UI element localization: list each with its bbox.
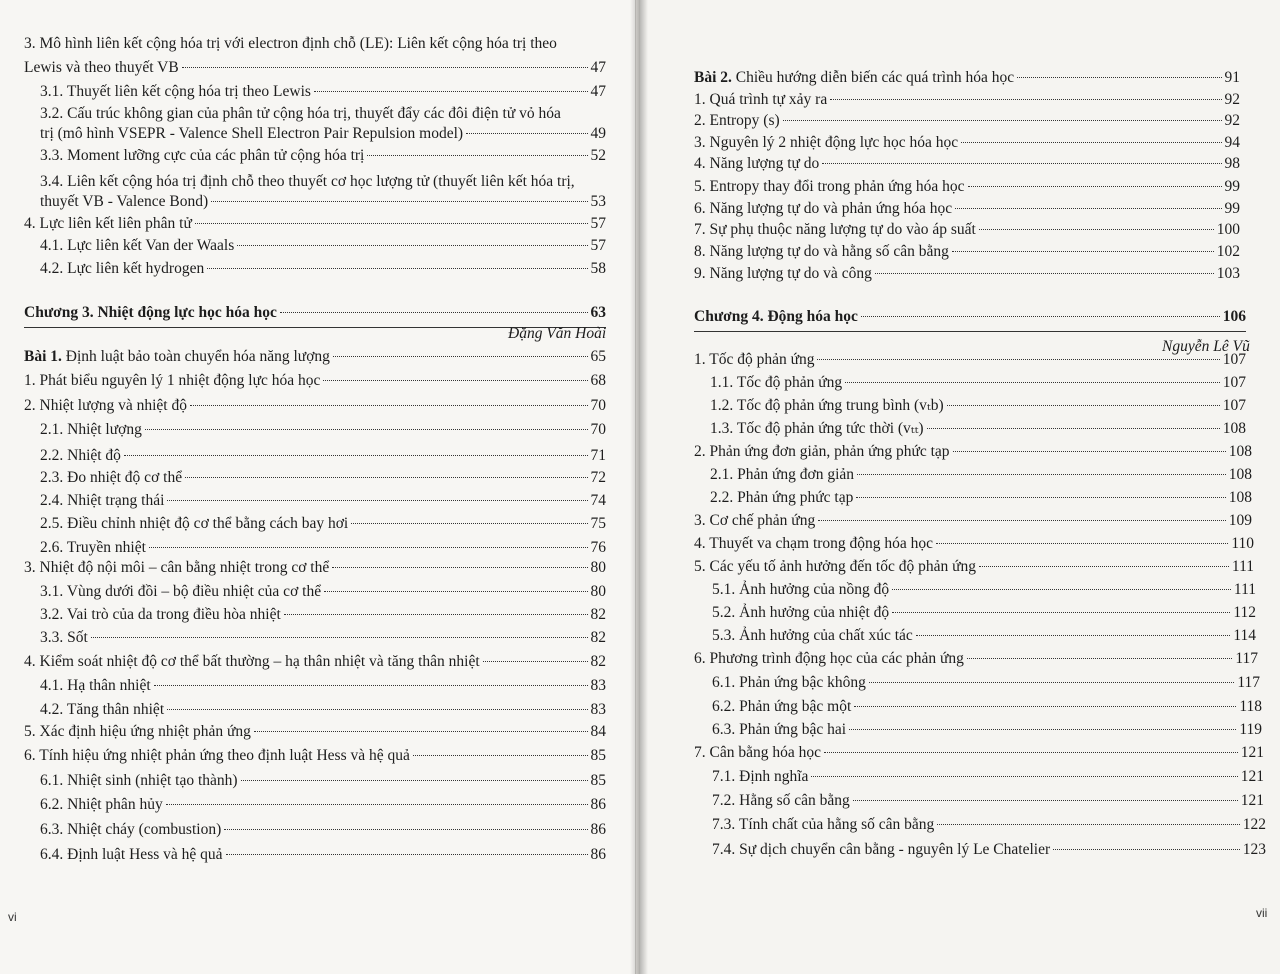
page-ref: 84 xyxy=(590,723,606,740)
left-toc-entry[interactable] xyxy=(24,558,606,578)
dot-leader xyxy=(182,67,588,68)
dot-leader xyxy=(124,455,588,456)
left-toc-entry[interactable] xyxy=(24,746,606,766)
entry-title-line2: thuyết VB - Valence Bond) xyxy=(40,193,209,210)
page-ref: 103 xyxy=(1216,265,1240,282)
dot-leader xyxy=(167,709,587,710)
left-toc-entry[interactable] xyxy=(24,347,606,367)
entry-title-line1: 3. Mô hình liên kết cộng hóa trị với electron định chỗ (LE): Liên kết cộng hóa trị theo xyxy=(24,35,557,52)
dot-leader xyxy=(822,163,1221,164)
entry-title: 7. Sự phụ thuộc năng lượng tự do vào áp suất xyxy=(694,221,976,238)
entry-title: 4.2. Lực liên kết hydrogen xyxy=(40,260,205,277)
page-ref: 121 xyxy=(1240,744,1264,761)
dot-leader xyxy=(856,497,1225,498)
dot-leader xyxy=(824,752,1238,753)
dot-leader xyxy=(953,451,1226,452)
entry-title-line2: Lewis và theo thuyết VB xyxy=(24,59,179,76)
left-toc-entry[interactable] xyxy=(24,214,606,234)
dot-leader xyxy=(937,824,1240,825)
page-ref: 108 xyxy=(1228,489,1252,506)
page-ref: 70 xyxy=(590,421,606,438)
left-toc-entry[interactable] xyxy=(24,371,606,391)
dot-leader xyxy=(226,854,588,855)
right-toc-entry[interactable] xyxy=(694,133,1240,153)
right-toc-entry[interactable] xyxy=(694,534,1254,554)
dot-leader xyxy=(241,780,588,781)
dot-leader xyxy=(314,91,588,92)
page-ref: 72 xyxy=(590,469,606,486)
entry-title: 7.4. Sự dịch chuyển cân bằng - nguyên lý Le Chatelier xyxy=(712,841,1051,858)
entry-title: 1. Tốc độ phản ứng xyxy=(694,351,815,368)
page-ref: 107 xyxy=(1222,397,1246,414)
left-toc-entry[interactable] xyxy=(40,192,606,212)
book-gutter xyxy=(630,0,648,974)
page-ref: 122 xyxy=(1242,816,1266,833)
page-ref: 100 xyxy=(1216,221,1240,238)
entry-title: Bài 1. Định luật bảo toàn chuyển hóa năng lượng xyxy=(24,348,330,365)
entry-title: 6.2. Nhiệt phân hủy xyxy=(40,796,163,813)
dot-leader xyxy=(845,382,1220,383)
entry-title-line1: 3.4. Liên kết cộng hóa trị định chỗ theo thuyết cơ học lượng tử (thuyết liên kết hóa trị, xyxy=(40,173,575,190)
page-ref: 47 xyxy=(590,83,606,100)
dot-leader xyxy=(466,133,587,134)
entry-title: 3. Nhiệt độ nội môi – cân bằng nhiệt trong cơ thể xyxy=(24,559,330,576)
entry-title: 6.1. Phản ứng bậc không xyxy=(712,674,866,691)
page-ref: 91 xyxy=(1224,69,1240,86)
page-ref: 117 xyxy=(1237,674,1260,691)
entry-title: 5.3. Ảnh hưởng của chất xúc tác xyxy=(712,627,913,644)
page-ref: 83 xyxy=(590,677,606,694)
entry-title: 7.2. Hằng số cân bằng xyxy=(712,792,850,809)
page-ref: 47 xyxy=(590,59,606,76)
dot-leader xyxy=(875,273,1214,274)
dot-leader xyxy=(145,429,588,430)
page-ref: 107 xyxy=(1222,351,1246,368)
page-ref: 68 xyxy=(590,372,606,389)
entry-title: 5. Xác định hiệu ứng nhiệt phản ứng xyxy=(24,723,251,740)
entry-title: 2.1. Phản ứng đơn giản xyxy=(710,466,855,483)
entry-title: 6.3. Phản ứng bậc hai xyxy=(712,721,847,738)
dot-leader xyxy=(284,614,588,615)
page-ref: 53 xyxy=(590,193,606,210)
right-toc-entry[interactable] xyxy=(694,68,1240,88)
left-toc-entry[interactable] xyxy=(40,628,606,648)
left-toc-entry[interactable] xyxy=(40,146,606,166)
entry-title: 2.3. Đo nhiệt độ cơ thể xyxy=(40,469,183,486)
right-toc-entry[interactable] xyxy=(694,199,1240,219)
entry-title: 4.1. Lực liên kết Van der Waals xyxy=(40,237,235,254)
right-toc-entry[interactable] xyxy=(694,242,1240,262)
page-ref: 121 xyxy=(1240,768,1264,785)
entry-title: 5.1. Ảnh hưởng của nồng độ xyxy=(712,581,890,598)
left-toc-entry[interactable] xyxy=(40,491,606,511)
entry-title: 4.2. Tăng thân nhiệt xyxy=(40,701,165,718)
page-ref: 82 xyxy=(590,606,606,623)
page-ref: 119 xyxy=(1239,721,1262,738)
dot-leader xyxy=(280,312,588,313)
left-toc-entry[interactable] xyxy=(40,124,606,144)
right-toc-entry[interactable] xyxy=(694,177,1240,197)
right-toc-entry[interactable] xyxy=(712,626,1256,646)
entry-title: 3. Cơ chế phản ứng xyxy=(694,512,816,529)
dot-leader xyxy=(811,776,1237,777)
page-ref: 86 xyxy=(590,846,606,863)
page-ref: 58 xyxy=(590,260,606,277)
page-ref: 52 xyxy=(590,147,606,164)
page-ref: 75 xyxy=(590,515,606,532)
right-toc-entry[interactable] xyxy=(710,419,1246,439)
entry-title: 4. Lực liên kết liên phân tử xyxy=(24,215,192,232)
dot-leader xyxy=(927,428,1220,429)
entry-title: 6.2. Phản ứng bậc một xyxy=(712,698,852,715)
dot-leader xyxy=(830,99,1221,100)
dot-leader xyxy=(783,120,1222,121)
entry-title: 5. Các yếu tố ảnh hưởng đến tốc độ phản ứng xyxy=(694,558,976,575)
page-ref: 86 xyxy=(590,821,606,838)
left-toc-entry[interactable] xyxy=(40,605,606,625)
page-ref: 82 xyxy=(590,653,606,670)
page-ref: 82 xyxy=(590,629,606,646)
page-ref: 74 xyxy=(590,492,606,509)
page-ref: 65 xyxy=(590,348,606,365)
right-toc-entry[interactable] xyxy=(694,649,1258,669)
dot-leader xyxy=(333,356,588,357)
dot-leader xyxy=(237,245,587,246)
entry-title: 6.4. Định luật Hess và hệ quả xyxy=(40,846,223,863)
entry-title: 7.3. Tính chất của hằng số cân bằng xyxy=(712,816,935,833)
page-ref: 92 xyxy=(1224,112,1240,129)
page-ref: 94 xyxy=(1224,134,1240,151)
dot-leader xyxy=(166,804,588,805)
right-toc-entry[interactable] xyxy=(710,465,1252,485)
dot-leader xyxy=(861,316,1220,317)
page-ref: 99 xyxy=(1224,178,1240,195)
entry-title: 7. Cân bằng hóa học xyxy=(694,744,821,761)
dot-leader xyxy=(967,658,1232,659)
page-ref: 76 xyxy=(590,539,606,556)
dot-leader xyxy=(853,800,1238,801)
left-toc-entry[interactable] xyxy=(40,259,606,279)
left-toc-entry[interactable] xyxy=(40,420,606,440)
right-toc-entry[interactable] xyxy=(712,840,1266,860)
right-toc-entry[interactable] xyxy=(710,488,1252,508)
dot-leader xyxy=(332,567,587,568)
page-ref: 57 xyxy=(590,215,606,232)
page-ref: 114 xyxy=(1233,627,1256,644)
entry-title: 6. Năng lượng tự do và phản ứng hóa học xyxy=(694,200,953,217)
left-toc-entry[interactable] xyxy=(24,722,606,742)
dot-leader xyxy=(211,201,587,202)
entry-title: 2.4. Nhiệt trạng thái xyxy=(40,492,165,509)
page-ref: 57 xyxy=(590,237,606,254)
dot-leader xyxy=(324,591,587,592)
right-toc-entry[interactable] xyxy=(694,557,1254,577)
right-toc-entry[interactable] xyxy=(694,264,1240,284)
entry-title: 4. Năng lượng tự do xyxy=(694,155,820,172)
right-page-number: vii xyxy=(1256,906,1268,920)
dot-leader xyxy=(818,520,1226,521)
right-toc-entry[interactable] xyxy=(694,154,1240,174)
dot-leader xyxy=(849,729,1236,730)
entry-title: 2.5. Điều chỉnh nhiệt độ cơ thể bằng cách bay hơi xyxy=(40,515,349,532)
right-toc-entry[interactable] xyxy=(710,396,1246,416)
page-ref: 121 xyxy=(1240,792,1264,809)
right-toc-entry[interactable] xyxy=(694,743,1264,763)
left-toc-entry[interactable] xyxy=(24,652,606,672)
page-ref: 109 xyxy=(1228,512,1252,529)
left-toc-entry[interactable] xyxy=(40,236,606,256)
entry-title: 6. Phương trình động học của các phản ứng xyxy=(694,650,964,667)
dot-leader xyxy=(892,612,1230,613)
left-toc-entry[interactable] xyxy=(40,700,606,720)
dot-leader xyxy=(952,251,1214,252)
right-toc-entry[interactable] xyxy=(712,720,1262,740)
right-toc-entry[interactable] xyxy=(694,90,1240,110)
dot-leader xyxy=(149,547,588,548)
page-ref: 111 xyxy=(1233,581,1256,598)
dot-leader xyxy=(154,685,588,686)
dot-leader xyxy=(207,268,587,269)
dot-leader xyxy=(955,208,1221,209)
left-toc-entry[interactable] xyxy=(24,303,606,323)
left-page-number: vi xyxy=(8,910,17,924)
right-toc-entry[interactable] xyxy=(710,373,1246,393)
dot-leader xyxy=(979,229,1214,230)
left-toc-entry[interactable] xyxy=(40,514,606,534)
page-ref: 85 xyxy=(590,747,606,764)
entry-title: 6.3. Nhiệt cháy (combustion) xyxy=(40,821,222,838)
right-toc-entry[interactable] xyxy=(712,815,1266,835)
right-toc-entry[interactable] xyxy=(712,673,1260,693)
entry-title: 1.2. Tốc độ phản ứng trung bình (vₜb) xyxy=(710,397,944,414)
entry-title: 1. Phát biểu nguyên lý 1 nhiệt động lực hóa học xyxy=(24,372,321,389)
entry-title: 3.2. Vai trò của da trong điều hòa nhiệt xyxy=(40,606,281,623)
entry-title: 2.2. Nhiệt độ xyxy=(40,447,121,464)
page-ref: 83 xyxy=(590,701,606,718)
page-ref: 107 xyxy=(1222,374,1246,391)
page-ref: 49 xyxy=(590,125,606,142)
entry-title: 3. Nguyên lý 2 nhiệt động lực học hóa học xyxy=(694,134,959,151)
right-toc-entry[interactable] xyxy=(712,603,1256,623)
dot-leader xyxy=(854,706,1236,707)
page-ref: 71 xyxy=(590,447,606,464)
page-ref: 106 xyxy=(1222,308,1246,325)
entry-title: 6.1. Nhiệt sinh (nhiệt tạo thành) xyxy=(40,772,238,789)
entry-title: Chương 3. Nhiệt động lực học hóa học xyxy=(24,304,277,321)
dot-leader xyxy=(351,523,587,524)
page-ref: 80 xyxy=(590,583,606,600)
left-toc-entry[interactable] xyxy=(40,468,606,488)
right-toc-entry[interactable] xyxy=(694,442,1252,462)
entry-title: 2. Entropy (s) xyxy=(694,112,780,129)
entry-title: 4.1. Hạ thân nhiệt xyxy=(40,677,151,694)
page-ref: 108 xyxy=(1228,466,1252,483)
entry-title: 5.2. Ảnh hưởng của nhiệt độ xyxy=(712,604,890,621)
page-ref: 117 xyxy=(1235,650,1258,667)
entry-title: 2.2. Phản ứng phức tạp xyxy=(710,489,854,506)
left-toc-entry[interactable] xyxy=(24,58,606,78)
dot-leader xyxy=(817,359,1219,360)
right-toc-entry[interactable] xyxy=(694,220,1240,240)
dot-leader xyxy=(968,186,1222,187)
dot-leader xyxy=(1017,77,1221,78)
dot-leader xyxy=(936,543,1228,544)
dot-leader xyxy=(190,405,588,406)
entry-title: 2.6. Truyền nhiệt xyxy=(40,539,146,556)
entry-title-line2: trị (mô hình VSEPR - Valence Shell Electron Pair Repulsion model) xyxy=(40,125,464,142)
entry-title: 2.1. Nhiệt lượng xyxy=(40,421,142,438)
dot-leader xyxy=(195,223,588,224)
left-toc-entry[interactable] xyxy=(40,538,606,558)
page-ref: 111 xyxy=(1231,558,1254,575)
right-toc-entry[interactable] xyxy=(712,697,1262,717)
page-ref: 98 xyxy=(1224,155,1240,172)
entry-title: Bài 2. Chiều hướng diễn biến các quá trình hóa học xyxy=(694,69,1015,86)
page-ref: 118 xyxy=(1239,698,1262,715)
dot-leader xyxy=(483,661,588,662)
right-toc-entry[interactable] xyxy=(694,511,1252,531)
entry-title: 3.1. Thuyết liên kết cộng hóa trị theo Lewis xyxy=(40,83,311,100)
left-toc-entry[interactable] xyxy=(40,820,606,840)
page-ref: 92 xyxy=(1224,91,1240,108)
entry-title: 5. Entropy thay đổi trong phản ứng hóa học xyxy=(694,178,965,195)
entry-title: 1.3. Tốc độ phản ứng tức thời (vₜₜ) xyxy=(710,420,924,437)
dot-leader xyxy=(869,682,1234,683)
page-ref: 85 xyxy=(590,772,606,789)
page-ref: 112 xyxy=(1233,604,1256,621)
dot-leader xyxy=(857,474,1226,475)
right-toc-entry[interactable] xyxy=(694,307,1246,327)
page-ref: 86 xyxy=(590,796,606,813)
left-toc-entry[interactable] xyxy=(40,845,606,865)
entry-title: 4. Kiểm soát nhiệt độ cơ thể bất thường – hạ thân nhiệt và tăng thân nhiệt xyxy=(24,653,480,670)
entry-title: Chương 4. Động hóa học xyxy=(694,308,858,325)
entry-title: 9. Năng lượng tự do và công xyxy=(694,265,872,282)
dot-leader xyxy=(947,405,1220,406)
dot-leader xyxy=(185,477,587,478)
page-ref: 102 xyxy=(1216,243,1240,260)
entry-title: 1.1. Tốc độ phản ứng xyxy=(710,374,843,391)
left-toc-entry[interactable] xyxy=(40,446,606,466)
entry-title: 4. Thuyết va chạm trong động hóa học xyxy=(694,535,934,552)
dot-leader xyxy=(1053,849,1240,850)
page-ref: 108 xyxy=(1222,420,1246,437)
entry-title: 2. Nhiệt lượng và nhiệt độ xyxy=(24,397,187,414)
dot-leader xyxy=(167,500,587,501)
entry-title: 6. Tính hiệu ứng nhiệt phản ứng theo định luật Hess và hệ quả xyxy=(24,747,410,764)
dot-leader xyxy=(916,635,1231,636)
left-toc-entry[interactable] xyxy=(40,795,606,815)
chapter-3-author: Đặng Văn Hoài xyxy=(508,325,607,342)
left-toc-entry[interactable] xyxy=(40,582,606,602)
dot-leader xyxy=(323,380,587,381)
dot-leader xyxy=(979,566,1229,567)
left-toc-entry[interactable] xyxy=(40,82,606,102)
page-ref: 99 xyxy=(1224,200,1240,217)
entry-title-line1: 3.2. Cấu trúc không gian của phân tử cộng hóa trị, thuyết đẩy các đôi điện tử vỏ hóa xyxy=(40,105,561,122)
chapter-rule xyxy=(694,331,1246,332)
entry-title: 7.1. Định nghĩa xyxy=(712,768,809,785)
dot-leader xyxy=(224,829,587,830)
dot-leader xyxy=(254,731,588,732)
entry-title: 8. Năng lượng tự do và hằng số cân bằng xyxy=(694,243,949,260)
page-ref: 110 xyxy=(1231,535,1254,552)
entry-title: 2. Phản ứng đơn giản, phản ứng phức tạp xyxy=(694,443,950,460)
entry-title: 3.1. Vùng dưới đồi – bộ điều nhiệt của cơ thể xyxy=(40,583,322,600)
entry-title: 3.3. Moment lưỡng cực của các phân tử cộng hóa trị xyxy=(40,147,365,164)
dot-leader xyxy=(961,142,1221,143)
page-ref: 70 xyxy=(590,397,606,414)
page-ref: 108 xyxy=(1228,443,1252,460)
page-ref: 123 xyxy=(1242,841,1266,858)
dot-leader xyxy=(892,589,1231,590)
dot-leader xyxy=(91,637,588,638)
right-toc-entry[interactable] xyxy=(694,111,1240,131)
lesson-label: Bài 1. xyxy=(24,348,62,365)
right-toc-entry[interactable] xyxy=(712,580,1256,600)
entry-title: 1. Quá trình tự xảy ra xyxy=(694,91,828,108)
page-ref: 80 xyxy=(590,559,606,576)
lesson-label: Bài 2. xyxy=(694,69,732,86)
dot-leader xyxy=(413,755,588,756)
page-ref: 63 xyxy=(590,304,606,321)
right-toc-entry[interactable] xyxy=(712,767,1264,787)
dot-leader xyxy=(367,155,587,156)
left-toc-entry[interactable] xyxy=(40,676,606,696)
left-toc-entry[interactable] xyxy=(40,771,606,791)
left-toc-entry[interactable] xyxy=(24,396,606,416)
chapter-4-author: Nguyễn Lê Vũ xyxy=(1162,338,1250,355)
entry-title: 3.3. Sốt xyxy=(40,629,88,646)
right-toc-entry[interactable] xyxy=(712,791,1264,811)
